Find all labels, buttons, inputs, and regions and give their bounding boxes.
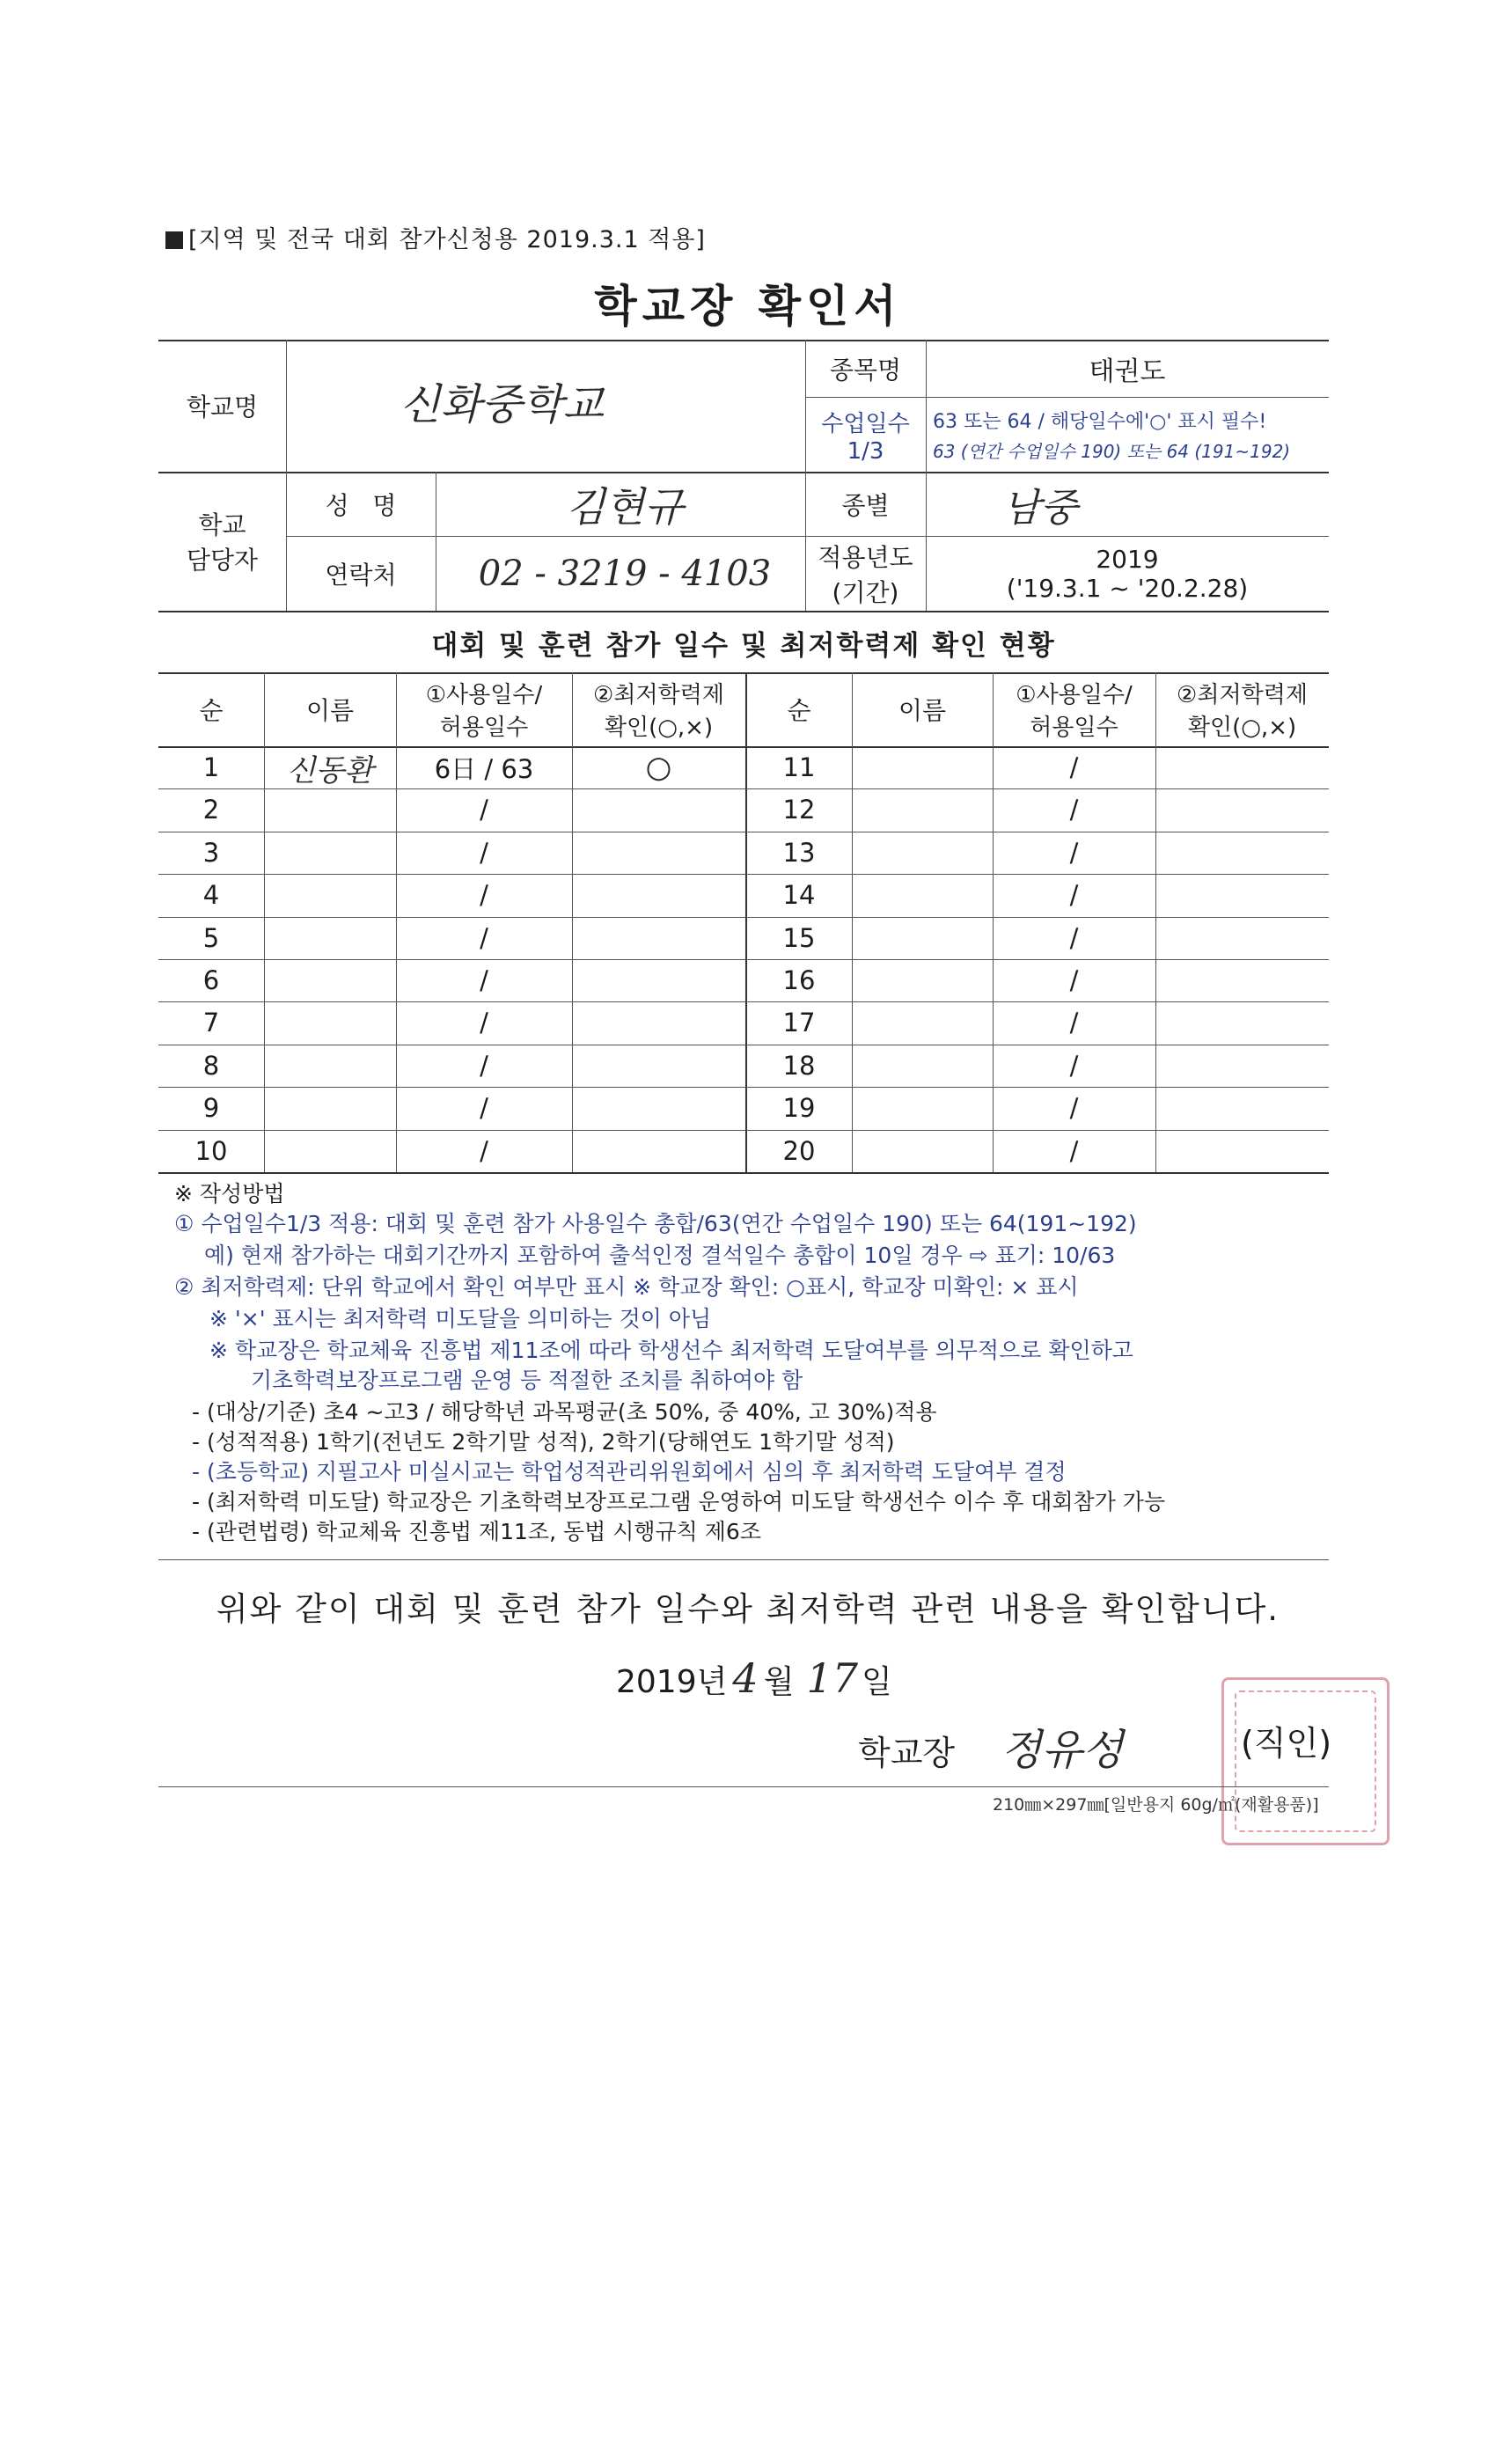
table-cell-no: 4 xyxy=(202,880,220,910)
table-cell-name xyxy=(852,874,993,916)
principal-line xyxy=(858,1716,1123,1777)
table-cell-check xyxy=(1155,1087,1329,1129)
table-cell-no: 7 xyxy=(202,1008,220,1038)
year-label-line2: (기간) xyxy=(832,578,899,607)
table-cell-no: 6 xyxy=(202,965,220,995)
table-cell-days: / xyxy=(1069,1093,1079,1123)
table-cell-check xyxy=(1155,959,1329,1001)
table-cell-days: / xyxy=(480,1008,488,1038)
form-header-text: [지역 및 전국 대회 참가신청용 2019.3.1 적용] xyxy=(188,226,706,253)
table-cell-no: 8 xyxy=(202,1051,220,1081)
date-year: 2019년 xyxy=(616,1664,728,1700)
section-title: 대회 및 훈련 참가 일수 및 최저학력제 확인 현황 xyxy=(431,629,1056,662)
col-header-min-line1: ②최저학력제 xyxy=(1177,682,1308,708)
col-header-name: 이름 xyxy=(898,696,947,725)
table-cell-check xyxy=(1155,874,1329,916)
note-line: ① 수업일수1/3 적용: 대회 및 훈련 참가 사용일수 총합/63(연간 수업일수 190) 또는 64(191~192) xyxy=(174,1211,1137,1236)
rule xyxy=(158,1559,1329,1560)
table-cell-days: / xyxy=(1069,795,1079,825)
category-label: 종별 xyxy=(841,490,890,520)
col-header-days-line2: 허용일수 xyxy=(1030,715,1118,741)
table-cell-days: / xyxy=(480,795,488,825)
col-header-min xyxy=(1155,672,1329,746)
note-line: ※ '×' 표시는 최저학력 미도달을 의미하는 것이 아님 xyxy=(209,1306,712,1331)
name-label: 성 명 xyxy=(325,490,397,520)
note-line: 기초학력보장프로그램 운영 등 적절한 조치를 취하여야 함 xyxy=(251,1368,803,1393)
contact-label: 연락처 xyxy=(325,561,397,590)
contact-value: 02 - 3219 - 4103 xyxy=(478,554,772,594)
table-cell-days: / xyxy=(480,923,488,953)
staff-label-line2: 담당자 xyxy=(186,546,259,575)
table-cell-no: 17 xyxy=(782,1008,816,1038)
note-line: - (최저학력 미도달) 학교장은 기초학력보장프로그램 운영하여 미도달 학생선수 이수 후 대회참가 가능 xyxy=(192,1489,1166,1514)
table-cell-check xyxy=(572,874,745,916)
table-cell-no: 10 xyxy=(194,1136,228,1166)
table-cell-check: ○ xyxy=(645,750,672,785)
table-cell-check xyxy=(572,1087,745,1129)
table-cell-days: / xyxy=(480,1093,488,1123)
note-line: ※ 학교장은 학교체육 진흥법 제11조에 따라 학생선수 최저학력 도달여부를 의무적으로 확인하고 xyxy=(209,1338,1133,1363)
table-cell-name xyxy=(264,1130,396,1172)
year-label-line1: 적용년도 xyxy=(818,543,913,572)
table-cell-name xyxy=(852,1087,993,1129)
table-cell-days: / xyxy=(480,880,488,910)
table-cell-check xyxy=(1155,832,1329,874)
class-days-note xyxy=(933,398,1329,472)
event-label: 종목명 xyxy=(829,355,902,385)
table-cell-name xyxy=(852,1130,993,1172)
table-cell-check xyxy=(1155,746,1329,788)
staff-label-line1: 학교 xyxy=(198,510,246,539)
col-header-min-line2: 확인(○,×) xyxy=(604,715,714,741)
col-header-min-line1: ②최저학력제 xyxy=(593,682,724,708)
note-line: - (성적적용) 1학기(전년도 2학기말 성적), 2학기(당해연도 1학기말 성적) xyxy=(192,1429,895,1455)
table-cell-check xyxy=(572,1045,745,1087)
table-cell-days: / xyxy=(1069,965,1079,995)
note-line: - (초등학교) 지필고사 미실시교는 학업성적관리위원회에서 심의 후 최저학력 도달여부 결정 xyxy=(192,1459,1067,1485)
table-cell-name xyxy=(852,1045,993,1087)
document-title: 학교장 확인서 xyxy=(594,281,902,332)
table-cell-no: 2 xyxy=(202,795,220,825)
col-header-days xyxy=(396,672,572,746)
col-header-days-line1: ①사용일수/ xyxy=(425,682,543,708)
table-cell-name xyxy=(264,917,396,959)
table-cell-name xyxy=(852,959,993,1001)
class-days-label xyxy=(805,398,926,472)
col-header-days-line2: 허용일수 xyxy=(439,715,529,741)
table-cell-name xyxy=(852,917,993,959)
table-cell-name xyxy=(264,1045,396,1087)
note-line: - (관련법령) 학교체육 진흥법 제11조, 동법 시행규칙 제6조 xyxy=(192,1519,761,1544)
signature-date xyxy=(616,1654,892,1702)
rule xyxy=(158,611,1329,612)
table-cell-no: 19 xyxy=(782,1093,816,1123)
col-header-min-line2: 확인(○,×) xyxy=(1187,715,1297,741)
table-cell-days: / xyxy=(480,1136,488,1166)
table-cell-check xyxy=(572,832,745,874)
year-value-line1: 2019 xyxy=(1096,545,1159,574)
table-cell-name xyxy=(264,1087,396,1129)
col-header-days-line1: ①사용일수/ xyxy=(1016,682,1133,708)
col-header-days xyxy=(993,672,1155,746)
table-cell-days: / xyxy=(480,838,488,868)
table-cell-days: 6日 / 63 xyxy=(434,753,534,784)
category-value: 남중 xyxy=(1002,485,1078,531)
paper-spec: 210㎜×297㎜[일반용지 60g/㎡(재활용품)] xyxy=(993,1795,1319,1815)
principal-label: 학교장 xyxy=(858,1734,956,1772)
seal-label: (직인) xyxy=(1241,1724,1332,1763)
table-cell-no: 15 xyxy=(782,923,816,953)
form-header-note xyxy=(165,220,706,254)
table-cell-name xyxy=(852,746,993,788)
table-cell-check xyxy=(572,1001,745,1044)
table-cell-no: 14 xyxy=(782,880,816,910)
table-cell-check xyxy=(1155,1001,1329,1044)
note-line: 예) 현재 참가하는 대회기간까지 포함하여 출석인정 결석일수 총합이 10일 경우 ⇨ 표기: 10/63 xyxy=(204,1243,1116,1268)
col-header-no: 순 xyxy=(787,696,811,725)
table-cell-check xyxy=(572,788,745,831)
staff-label xyxy=(158,472,286,611)
year-value xyxy=(926,537,1329,611)
table-cell-days: / xyxy=(1069,1051,1079,1081)
square-bullet-icon xyxy=(165,231,183,249)
table-cell-check xyxy=(572,1130,745,1172)
event-value: 태권도 xyxy=(1089,356,1166,387)
table-cell-name xyxy=(264,959,396,1001)
table-cell-days: / xyxy=(480,965,488,995)
table-cell-days: / xyxy=(1069,1008,1079,1038)
col-header-no: 순 xyxy=(199,696,224,725)
principal-signature: 정유성 xyxy=(1001,1726,1124,1775)
table-cell-check xyxy=(1155,917,1329,959)
table-cell-days: / xyxy=(1069,752,1079,782)
table-cell-no: 20 xyxy=(782,1136,816,1166)
table-cell-no: 3 xyxy=(202,838,220,868)
table-cell-check xyxy=(1155,1130,1329,1172)
table-cell-days: / xyxy=(1069,923,1079,953)
school-name-value: 신화중학교 xyxy=(400,379,604,429)
table-cell-name xyxy=(264,832,396,874)
date-day-unit: 일 xyxy=(862,1664,892,1700)
table-cell-no: 11 xyxy=(782,752,816,782)
table-cell-no: 18 xyxy=(782,1051,816,1081)
table-cell-no: 12 xyxy=(782,795,816,825)
col-header-name: 이름 xyxy=(305,696,355,725)
table-cell-days: / xyxy=(1069,1136,1079,1166)
table-cell-check xyxy=(1155,788,1329,831)
note-line: - (대상/기준) 초4 ~고3 / 해당학년 과목평균(초 50%, 중 40%, 고 30%)적용 xyxy=(192,1399,937,1425)
table-cell-no: 1 xyxy=(202,752,220,782)
note-line: ② 최저학력제: 단위 학교에서 확인 여부만 표시 ※ 학교장 확인: ○표시, 학교장 미확인: × 표시 xyxy=(174,1274,1079,1300)
col-header-min xyxy=(572,672,745,746)
class-days-note-line2: 63 (연간 수업일수 190) 또는 64 (191~192) xyxy=(933,441,1291,462)
table-cell-no: 5 xyxy=(202,923,220,953)
table-cell-days: / xyxy=(480,1051,488,1081)
table-cell-name xyxy=(264,874,396,916)
staff-name-value: 김현규 xyxy=(566,482,684,531)
table-cell-no: 16 xyxy=(782,965,816,995)
notes-heading: ※ 작성방법 xyxy=(174,1181,285,1206)
class-days-label-line2: 1/3 xyxy=(847,437,884,465)
table-cell-check xyxy=(572,959,745,1001)
table-cell-name: 신동환 xyxy=(286,752,374,788)
year-value-line2: ('19.3.1 ~ '20.2.28) xyxy=(1006,574,1249,603)
date-month-unit: 월 xyxy=(763,1664,795,1700)
table-cell-days: / xyxy=(1069,880,1079,910)
table-cell-name xyxy=(264,788,396,831)
table-cell-check xyxy=(1155,1045,1329,1087)
table-cell-no: 9 xyxy=(202,1093,220,1123)
confirmation-text: 위와 같이 대회 및 훈련 참가 일수와 최저학력 관련 내용을 확인합니다. xyxy=(216,1590,1280,1628)
table-cell-name xyxy=(852,788,993,831)
table-cell-days: / xyxy=(1069,838,1079,868)
table-cell-no: 13 xyxy=(782,838,816,868)
table-cell-name xyxy=(264,1001,396,1044)
table-cell-name xyxy=(852,832,993,874)
table-cell-check xyxy=(572,917,745,959)
year-label xyxy=(805,537,926,611)
school-name-label: 학교명 xyxy=(186,392,259,422)
date-month: 4 xyxy=(732,1654,759,1702)
rule xyxy=(158,1172,1329,1174)
rule xyxy=(158,1786,1329,1787)
date-day: 17 xyxy=(806,1654,859,1702)
class-days-note-line1: 63 또는 64 / 해당일수에'○' 표시 필수! xyxy=(933,411,1267,433)
class-days-label-line1: 수업일수 xyxy=(821,410,910,437)
table-cell-name xyxy=(852,1001,993,1044)
